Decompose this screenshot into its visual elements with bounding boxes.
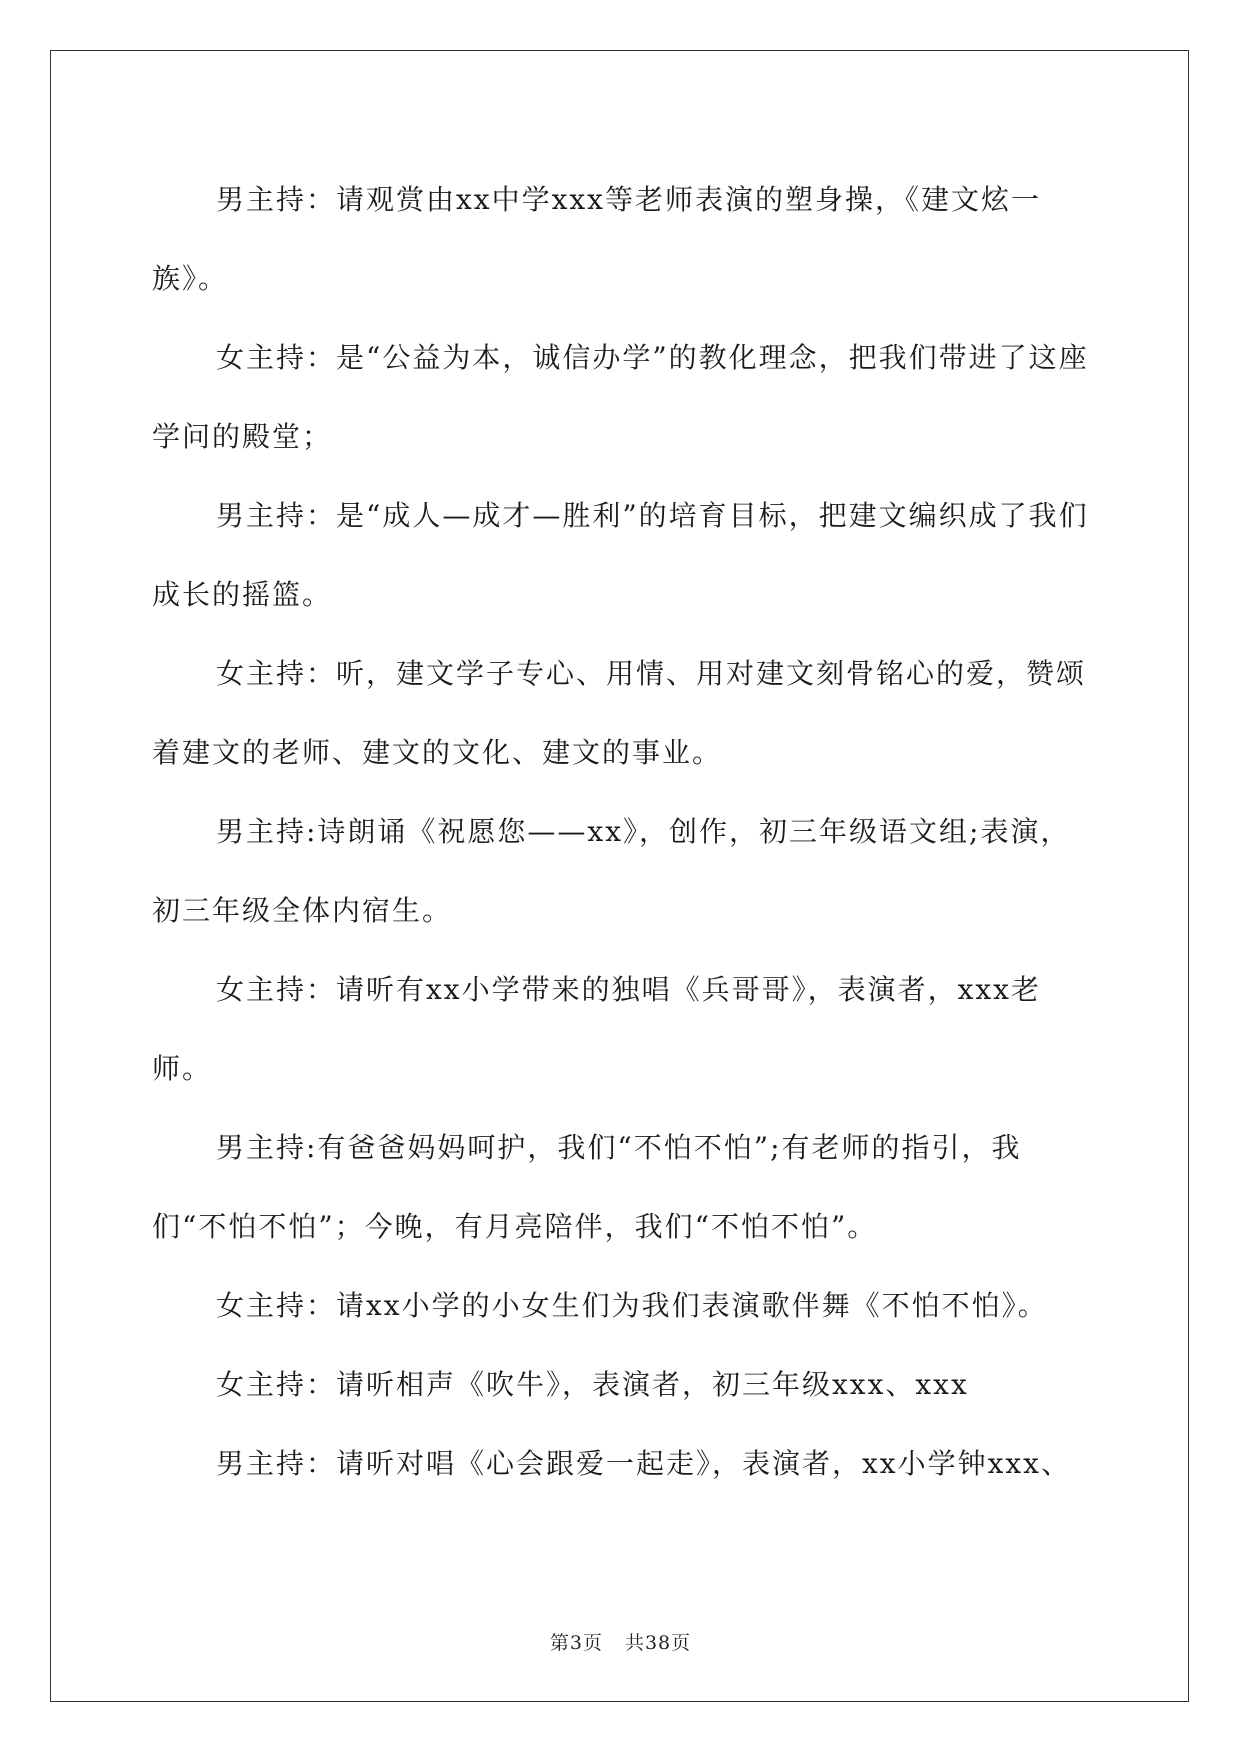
page-total: 共38页: [624, 1632, 692, 1654]
document-body: [152, 160, 1092, 1503]
paragraph: 女主持：请听相声《吹牛》，表演者，初三年级xxx、xxx: [216, 1368, 969, 1401]
page-footer: [0, 1628, 1241, 1655]
paragraph: 女主持：听，建文学子专心、用情、用对建文刻骨铭心的爱，赞颂着建文的老师、建文的文化、建文的事业。: [152, 657, 1087, 769]
paragraph: 女主持：请xx小学的小女生们为我们表演歌伴舞《不怕不怕》。: [216, 1289, 1048, 1322]
paragraph: 女主持：请听有xx小学带来的独唱《兵哥哥》，表演者，xxx老师。: [152, 973, 1041, 1085]
page-number: 第3页: [549, 1632, 603, 1654]
paragraph: 男主持：请听对唱《心会跟爱一起走》，表演者，xx小学钟xxx、: [216, 1447, 1071, 1480]
paragraph: 女主持：是“公益为本，诚信办学”的教化理念，把我们带进了这座学问的殿堂；: [152, 341, 1089, 453]
paragraph: 男主持：请观赏由xx中学xxx等老师表演的塑身操，《建文炫一族》。: [152, 183, 1041, 295]
paragraph: 男主持：是“成人—成才—胜利”的培育目标，把建文编织成了我们成长的摇篮。: [152, 499, 1089, 611]
paragraph: 男主持:有爸爸妈妈呵护，我们“不怕不怕”;有老师的指引，我们“不怕不怕”；今晚，有月亮陪伴，我们“不怕不怕”。: [152, 1131, 1022, 1243]
paragraph: 男主持:诗朗诵《祝愿您——xx》，创作，初三年级语文组;表演，初三年级全体内宿生。: [152, 815, 1071, 927]
